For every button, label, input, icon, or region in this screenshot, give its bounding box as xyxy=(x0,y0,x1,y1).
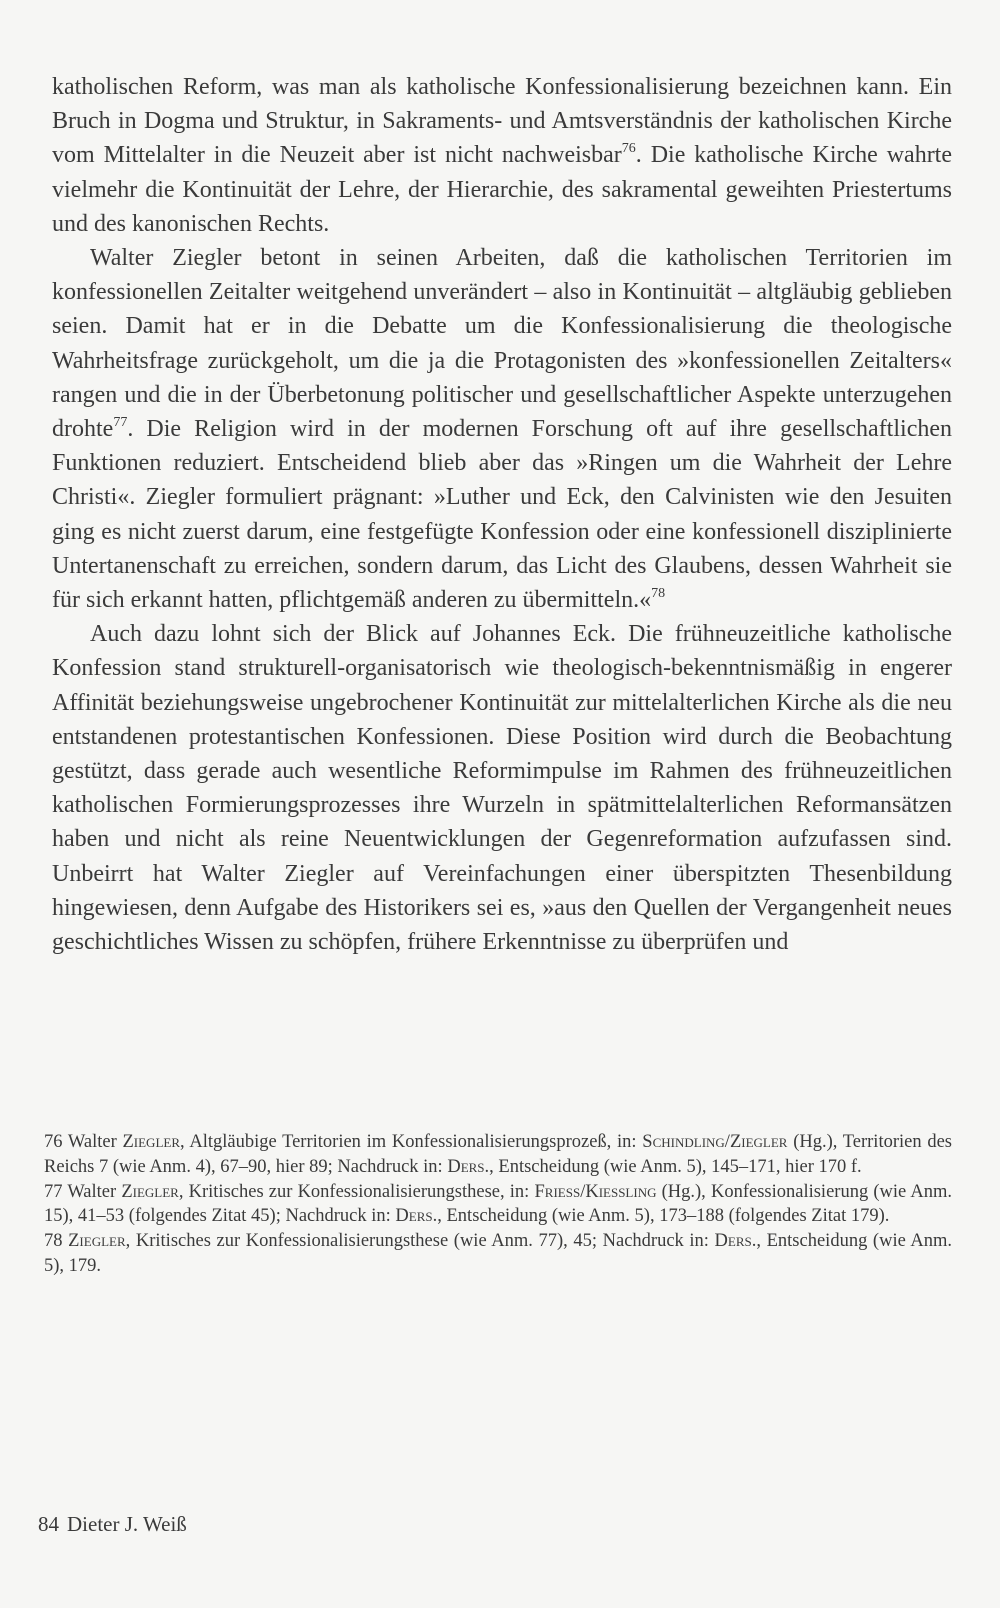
fn76-part-d: (Hg.), Territorien des Reichs 7 (wie Anm. 4), 67–90, hier 89; Nachdruck in: xyxy=(44,1132,952,1177)
fn77-part-a: 77 Walter xyxy=(44,1181,122,1202)
fn77-author: Ziegler xyxy=(121,1181,179,1202)
paragraph-1-text-b: . Die katholische Kirche wahrte vielmehr die Kontinuität der Lehre, der Hierarchie, des sakramental geweihten Priestertums und des kanonischen Rechts. xyxy=(52,142,952,237)
fn78-author: Ziegler xyxy=(68,1231,126,1252)
footnote-ref-78[interactable]: 78 xyxy=(651,586,666,602)
fn78-part-c: , Entscheidung (wie Anm. 5), 179. xyxy=(44,1231,953,1276)
main-text xyxy=(52,70,952,959)
fn78-ders: Ders. xyxy=(714,1231,757,1252)
footnote-77 xyxy=(44,1180,952,1230)
running-footer xyxy=(38,1512,187,1537)
fn76-part-a: 76 Walter xyxy=(44,1132,123,1152)
footnote-ref-76[interactable]: 76 xyxy=(621,141,636,157)
fn77-part-b: , Kritisches zur Konfessionalisierungsthese, in: xyxy=(178,1181,535,1202)
fn76-slash: / xyxy=(724,1132,730,1152)
footnote-76 xyxy=(44,1130,952,1180)
fn77-editor-1: Friess xyxy=(534,1181,581,1202)
page-number: 84 xyxy=(38,1512,59,1536)
fn76-part-b: , Altgläubige Territorien im Konfessionalisierungsprozeß, in: xyxy=(180,1132,643,1152)
paragraph-3 xyxy=(52,617,952,959)
paragraph-3-text: Auch dazu lohnt sich der Blick auf Johannes Eck. Die frühneuzeitliche katholische Konfession stand strukturell-organisatorisch wie theologisch-bekenntnismäßig in engerer Affinität beziehungsweise ungebrochener Kontinuität zur mittelalterlichen Kirche als die neu entstandenen protestantischen Konfessionen. Diese Position wird durch die Beobachtung gestützt, dass gerade auch wesentliche Reformimpulse im Rahmen des frühneuzeitlichen katholischen Formierungsprozesses ihre Wurzeln in spätmittelalterlichen Reformansätzen haben und nicht als reine Neuentwicklungen der Gegenreformation aufzufassen sind. Unbeirrt hat Walter Ziegler auf Vereinfachungen einer überspitzten Thesenbildung hingewiesen, denn Aufgabe des Historikers sei es, »aus den Quellen der Vergangenheit neues geschichtliches Wissen zu schöpfen, frühere Erkenntnisse zu überprüfen und xyxy=(52,621,952,956)
paragraph-2-text-a: Walter Ziegler betont in seinen Arbeiten, daß die katholischen Territorien im konfessionellen Zeitalter weitgehend unverändert – also in Kontinuität – altgläubig geblieben seien. Damit hat er in die Debatte um die Konfessionalisierung die theologische Wahrheitsfrage zurückgeholt, um die ja die Protagonisten des »konfessionellen Zeitalters« rangen und die in der Überbetonung politischer und gesellschaftlicher Aspekte unterzugehen drohte xyxy=(52,245,952,443)
fn76-editor-2: Ziegler xyxy=(729,1132,788,1152)
fn77-slash: / xyxy=(580,1181,586,1202)
fn76-ders: Ders. xyxy=(447,1156,490,1177)
fn77-part-d: (Hg.), Konfessionalisierung (wie Anm. 15), 41–53 (folgendes Zitat 45); Nachdruck in: xyxy=(44,1181,952,1227)
footnote-ref-77[interactable]: 77 xyxy=(113,415,128,431)
footnote-78 xyxy=(44,1229,952,1279)
fn77-part-e: , Entscheidung (wie Anm. 5), 173–188 (folgendes Zitat 179). xyxy=(437,1206,890,1227)
fn78-part-b: , Kritisches zur Konfessionalisierungsthese (wie Anm. 77), 45; Nachdruck in: xyxy=(125,1231,715,1252)
paragraph-1 xyxy=(52,70,952,241)
fn77-editor-2: Kiessling xyxy=(585,1181,657,1202)
fn76-editor-1: Schindling xyxy=(642,1132,725,1152)
fn77-ders: Ders. xyxy=(395,1206,438,1227)
paragraph-2-text-b: . Die Religion wird in der modernen Forschung oft auf ihre gesellschaftlichen Funktionen reduziert. Entscheidend blieb aber das »Ringen um die Wahrheit der Lehre Christi«. Ziegler formuliert prägnant: »Luther und Eck, den Calvinisten wie den Jesuiten ging es nicht zuerst darum, eine festgefügte Konfession oder eine konfessionell disziplinierte Untertanenschaft zu erreichen, sondern darum, das Licht des Glaubens, dessen Wahrheit sie für sich erkannt hatten, pflichtgemäß anderen zu übermitteln.« xyxy=(52,416,952,614)
running-author: Dieter J. Weiß xyxy=(67,1512,187,1536)
paragraph-1-text-a: katholischen Reform, was man als katholische Konfessionalisierung bezeichnen kann. Ein Bruch in Dogma und Struktur, in Sakraments- und Amtsverständnis der katholischen Kirche vom Mittelalter in die Neuzeit aber ist nicht nachweisbar xyxy=(52,74,952,169)
footnotes xyxy=(44,1130,952,1279)
fn76-author: Ziegler xyxy=(122,1132,180,1152)
fn76-part-e: , Entscheidung (wie Anm. 5), 145–171, hier 170 f. xyxy=(489,1156,862,1177)
page-content xyxy=(52,70,952,959)
fn78-part-a: 78 xyxy=(44,1231,69,1252)
paragraph-2 xyxy=(52,241,952,617)
